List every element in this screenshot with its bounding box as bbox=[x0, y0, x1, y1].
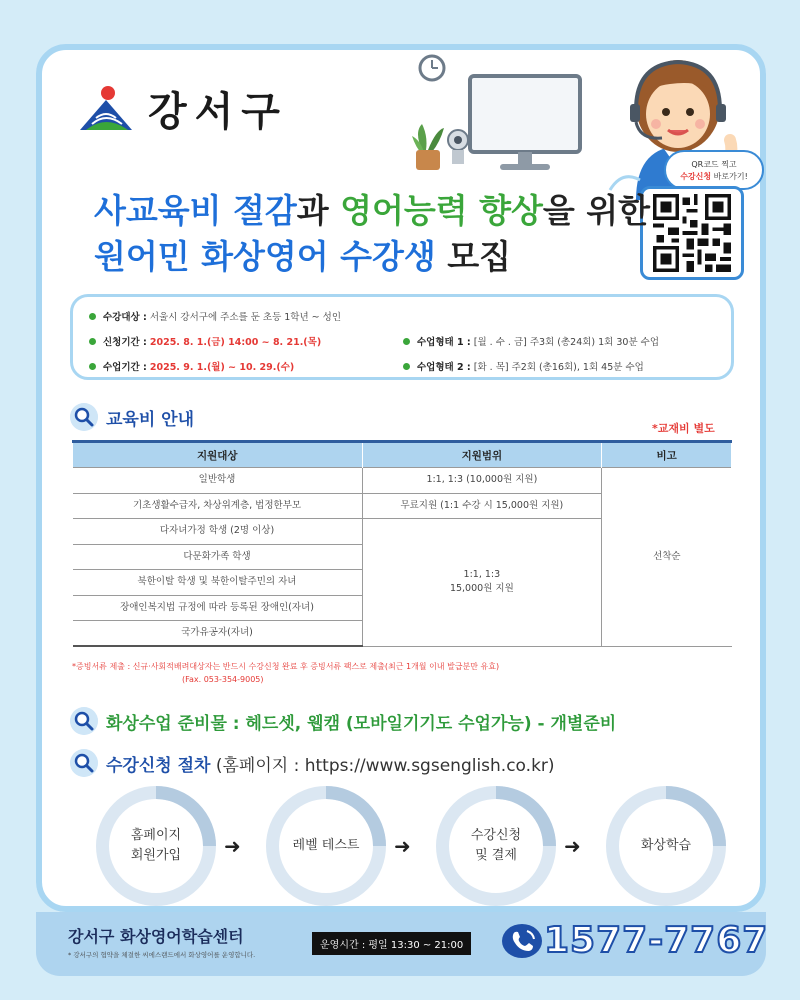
webcam-icon bbox=[448, 130, 468, 164]
range3-line1: 1:1, 1:3 bbox=[463, 569, 501, 581]
qr-callout bbox=[664, 150, 764, 190]
cell-target: 일반학생 bbox=[73, 468, 363, 494]
step-signup: 홈페이지 회원가입 bbox=[96, 786, 216, 906]
header-target: 지원대상 bbox=[73, 442, 363, 468]
range3-line2: 15,000원 지원 bbox=[449, 583, 514, 595]
cell-range bbox=[362, 519, 602, 647]
header-remark: 비고 bbox=[602, 442, 732, 468]
procedure-section-header bbox=[70, 749, 555, 777]
footer-title: 강서구 화상영어학습센터 bbox=[68, 927, 244, 946]
qr-callout-line2: 수강신청 바로가기! bbox=[680, 172, 748, 181]
monitor-icon bbox=[470, 76, 580, 170]
info-class-period: 수업기간 : 2025. 9. 1.(월) ~ 10. 29.(수) bbox=[89, 359, 294, 373]
phone-number[interactable]: 1577-7767 bbox=[544, 920, 769, 961]
fee-table bbox=[72, 440, 732, 647]
course-info-box bbox=[70, 294, 734, 380]
cell-target: 다자녀가정 학생 (2명 이상) bbox=[73, 519, 363, 545]
info-apply-period: 신청기간 : 2025. 8. 1.(금) 14:00 ~ 8. 21.(목) bbox=[89, 334, 321, 348]
bullet-icon bbox=[89, 313, 96, 320]
prep-section-header bbox=[70, 707, 616, 735]
step-video-learning: 화상학습 bbox=[606, 786, 726, 906]
qr-code-icon bbox=[650, 194, 734, 272]
cell-range: 1:1, 1:3 (10,000원 지원) bbox=[362, 468, 602, 494]
brand-name: 강서구 bbox=[148, 89, 288, 135]
cell-target: 기초생활수급자, 차상위계층, 법정한부모 bbox=[73, 493, 363, 519]
footer-subtext: * 강서구의 협약을 체결한 씨에스랜드에서 화상영어를 운영합니다. bbox=[68, 951, 256, 959]
cell-target: 장애인복지법 규정에 따라 등록된 장애인(자녀) bbox=[73, 595, 363, 621]
phone-contact[interactable] bbox=[500, 920, 768, 961]
plant-icon bbox=[412, 124, 444, 170]
cell-remark: 선착순 bbox=[602, 468, 732, 647]
bullet-icon bbox=[403, 363, 410, 370]
phone-icon bbox=[500, 921, 544, 961]
gangseo-logo bbox=[78, 80, 288, 137]
textbook-note: *교재비 별도 bbox=[652, 422, 715, 435]
prep-section-title: 화상수업 준비물 : 헤드셋, 웹캠 (모바일기기도 수업가능) - 개별준비 bbox=[106, 713, 617, 734]
table-row bbox=[73, 468, 732, 494]
qr-callout-line1: QR코드 찍고 bbox=[691, 160, 737, 169]
fee-section-header bbox=[70, 403, 194, 431]
footnote-fax: (Fax. 053-354-9005) bbox=[182, 675, 264, 684]
footnote-text: *증빙서류 제출 : 신규·사회적배려대상자는 반드시 수강신청 완료 후 증빙서류 팩스로 제출(최근 1개월 이내 발급분만 유효) bbox=[72, 662, 500, 671]
cell-target: 다문화가족 학생 bbox=[73, 544, 363, 570]
magnifier-icon bbox=[70, 403, 98, 431]
gangseo-emblem-icon bbox=[78, 84, 134, 134]
magnifier-icon bbox=[70, 749, 98, 777]
headline-line1: 사교육비 절감과 영어능력 향상을 위한 bbox=[94, 191, 651, 230]
headline bbox=[94, 188, 650, 280]
operating-hours: 운영시간 : 평일 13:30 ~ 21:00 bbox=[312, 932, 471, 955]
arrow-right-icon: ➜ bbox=[394, 834, 411, 858]
info-target: 수강대상 : 서울시 강서구에 주소를 둔 초등 1학년 ~ 성인 bbox=[89, 309, 341, 323]
step-level-test: 레벨 테스트 bbox=[266, 786, 386, 906]
bullet-icon bbox=[89, 363, 96, 370]
info-class-type-2: 수업형태 2 : [화 . 목] 주2회 (총16회), 1회 45분 수업 bbox=[403, 359, 644, 373]
step-register-pay: 수강신청 및 결제 bbox=[436, 786, 556, 906]
table-header-row bbox=[73, 442, 732, 468]
info-class-type-1: 수업형태 1 : [월 . 수 . 금] 주3회 (총24회) 1회 30분 수업 bbox=[403, 334, 659, 348]
procedure-section-title: 수강신청 절차 (홈페이지 : https://www.sgsenglish.co.kr) bbox=[106, 755, 555, 776]
arrow-right-icon: ➜ bbox=[224, 834, 241, 858]
clock-icon bbox=[420, 56, 444, 80]
qr-code[interactable] bbox=[640, 186, 744, 280]
magnifier-icon bbox=[70, 707, 98, 735]
bullet-icon bbox=[403, 338, 410, 345]
fee-section-title: 교육비 안내 bbox=[106, 409, 195, 430]
fee-footnote bbox=[72, 660, 732, 686]
bullet-icon bbox=[89, 338, 96, 345]
cell-range: 무료지원 (1:1 수강 시 15,000원 지원) bbox=[362, 493, 602, 519]
headline-line2: 원어민 화상영어 수강생 모집 bbox=[94, 237, 512, 276]
header-range: 지원범위 bbox=[362, 442, 602, 468]
homepage-url[interactable]: (홈페이지 : https://www.sgsenglish.co.kr) bbox=[210, 755, 555, 776]
cell-target: 북한이탈 학생 및 북한이탈주민의 자녀 bbox=[73, 570, 363, 596]
cell-target: 국가유공자(자녀) bbox=[73, 621, 363, 647]
arrow-right-icon: ➜ bbox=[564, 834, 581, 858]
